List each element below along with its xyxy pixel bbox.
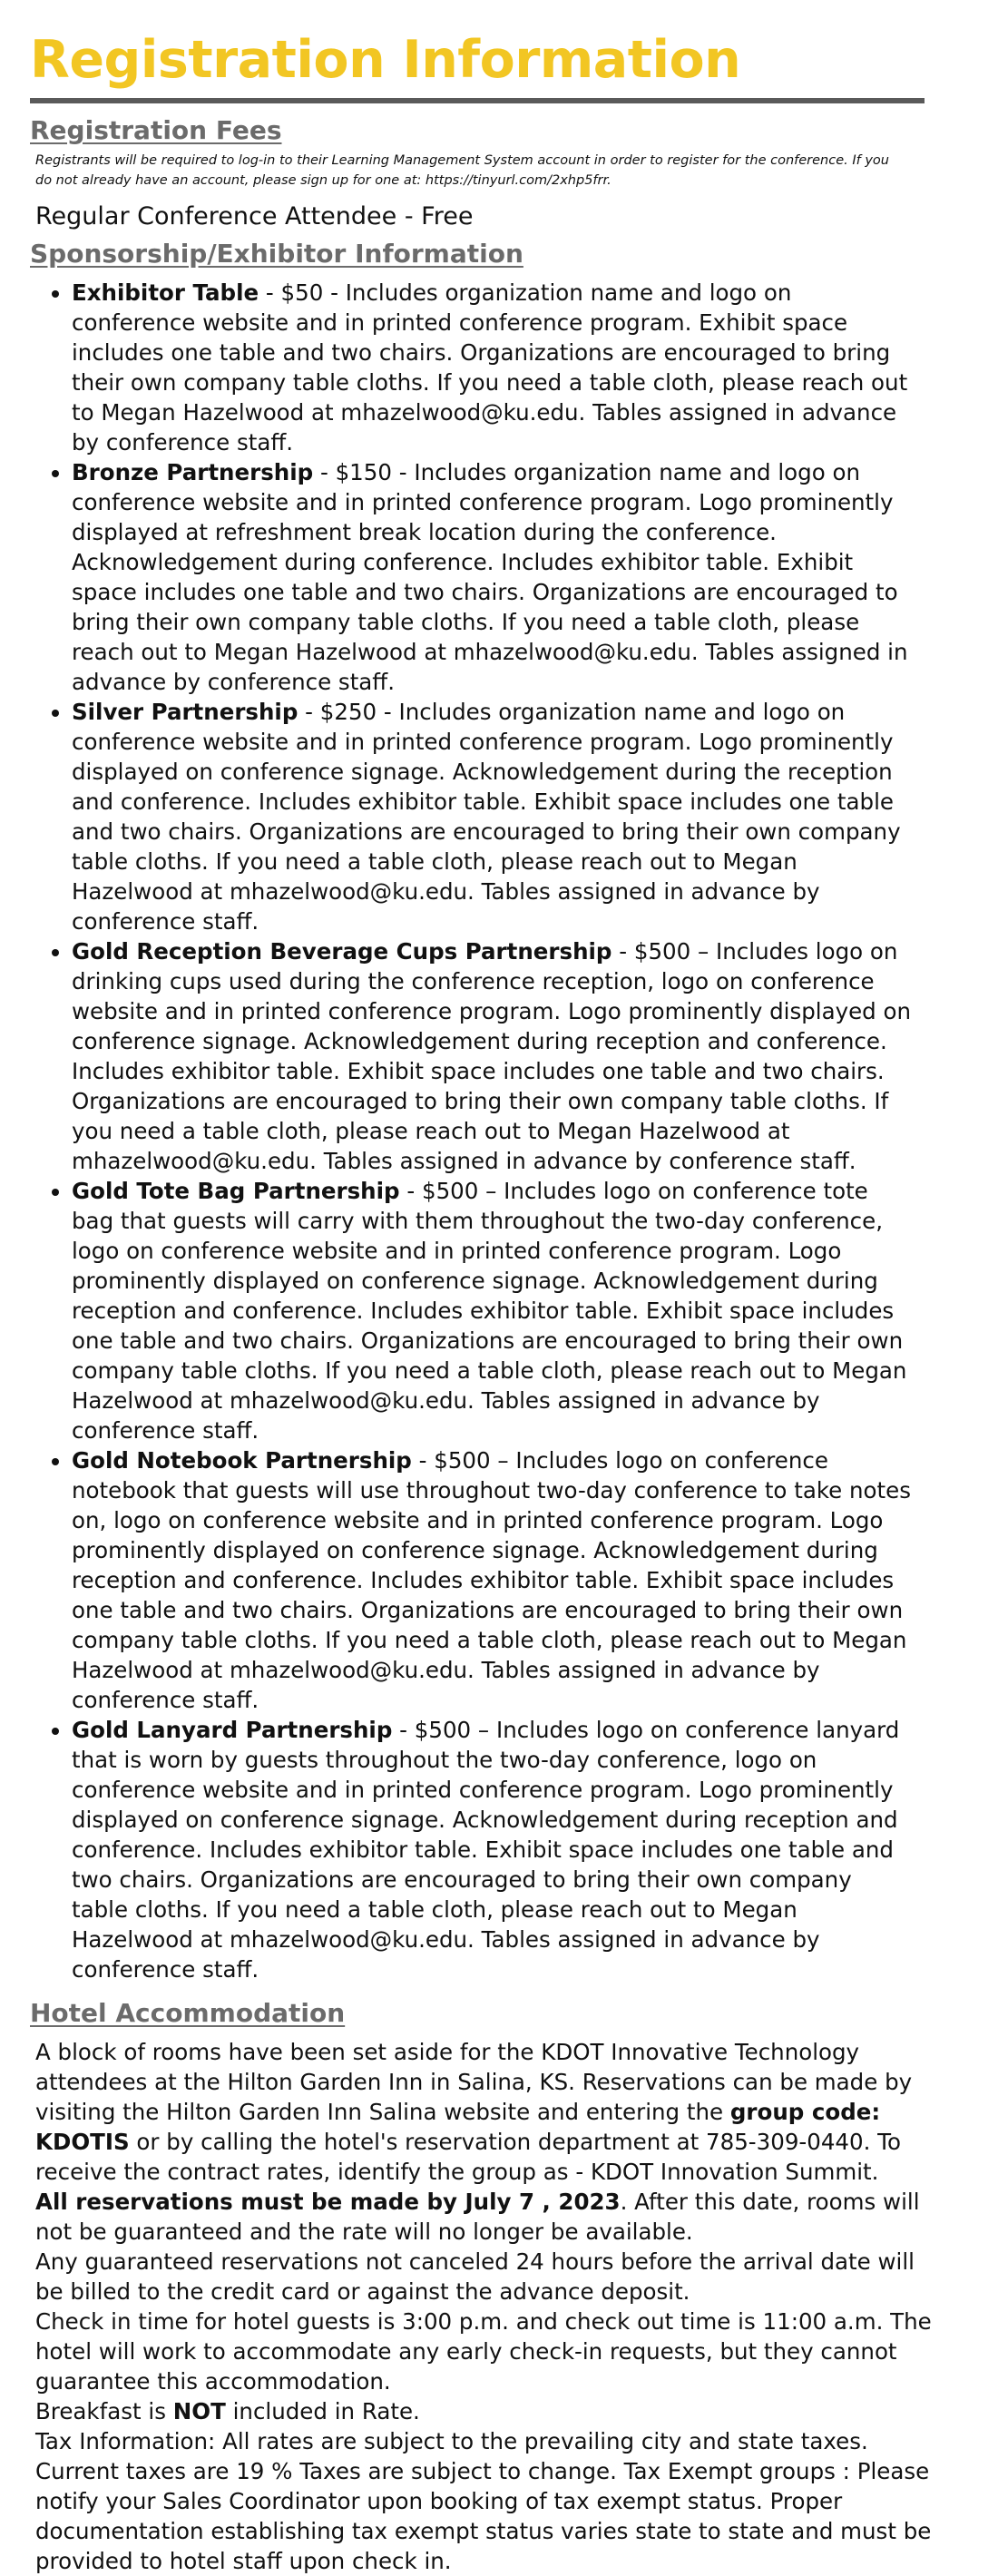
- tier-name: Gold Reception Beverage Cups Partnership: [72, 938, 612, 965]
- list-item: [72, 278, 915, 457]
- hotel-block-paragraph: [35, 2037, 934, 2187]
- tax-paragraph: Tax Information: All rates are subject to the prevailing city and state taxes. Current taxes are 19 % Taxes are subject to change. Tax Exempt groups : Please notify your Sales Coordinator upon booking of tax exempt status. Proper documentation establishing tax exempt status varies state to state and must be provided to hotel staff upon check in.: [35, 2428, 932, 2574]
- breakfast-text-rest: included in Rate.: [225, 2398, 420, 2424]
- tier-description: - $500 – Includes logo on drinking cups used during the conference reception, logo on conference website and in printed conference program. Logo prominently displayed on conference signage. Acknowledgement during reception and conference. Includes exhibitor table. Exhibit space includes one table and two chairs. Organizations are encouraged to bring their own company table cloths. If you need a table cloth, please reach out to Megan Hazelwood at mhazelwood@ku.edu. Tables assigned in advance by conference staff.: [72, 938, 912, 1174]
- group-code: group code: KDOTIS: [35, 2099, 881, 2155]
- hotel-block-text-rest: or by calling the hotel's reservation department at 785-309-0440. To receive the contract rates, identify the group as - KDOT Innovation Summit.: [35, 2129, 901, 2185]
- list-item: [72, 1445, 915, 1715]
- breakfast-paragraph: [35, 2396, 934, 2426]
- hotel-block-text: A block of rooms have been set aside for the KDOT Innovative Technology attendees at the Hilton Garden Inn in Salina, KS. Reservations can be made by visiting the Hilton Garden Inn Salina website and entering the: [35, 2039, 913, 2125]
- hotel-accommodation-heading: Hotel Accommodation: [30, 1998, 346, 2028]
- registration-note: Registrants will be required to log-in to their Learning Management System account in order to register for the conference. If you do not already have an account, please sign up for one at: https://tinyurl.com/2xhp5frr.: [35, 153, 889, 188]
- deadline-paragraph: [35, 2187, 934, 2247]
- tier-description: - $250 - Includes organization name and logo on conference website and in printed conference program. Logo prominently displayed on conference signage. Acknowledgement during the reception and conference. Includes exhibitor table. Exhibit space includes one table and two chairs. Organizations are encouraged to bring their own company table cloths. If you need a table cloth, please reach out to Megan Hazelwood at mhazelwood@ku.edu. Tables assigned in advance by conference staff.: [72, 699, 901, 935]
- sponsorship-heading: Sponsorship/Exhibitor Information: [30, 239, 523, 269]
- tier-description: - $50 - Includes organization name and logo on conference website and in printed conference program. Exhibit space includes one table and two chairs. Organizations are encouraged to bring their own company table cloths. If you need a table cloth, please reach out to Megan Hazelwood at mhazelwood@ku.edu. Tables assigned in advance by conference staff.: [72, 279, 908, 455]
- tier-description: - $500 – Includes logo on conference notebook that guests will use throughout two-day conference to take notes on, logo on conference website and in printed conference program. Logo prominently displayed on conference signage. Acknowledgement during reception and conference. Includes exhibitor table. Exhibit space includes one table and two chairs. Organizations are encouraged to bring their own company table cloths. If you need a table cloth, please reach out to Megan Hazelwood at mhazelwood@ku.edu. Tables assigned in advance by conference staff.: [72, 1447, 911, 1713]
- tier-name: Gold Lanyard Partnership: [72, 1717, 393, 1743]
- attendee-fee-line: Regular Conference Attendee - Free: [35, 202, 474, 230]
- tier-description: - $500 – Includes logo on conference lanyard that is worn by guests throughout the two-day conference, logo on conference website and in printed conference program. Logo prominently displayed on conference signage. Acknowledgement during reception and conference. Includes exhibitor table. Exhibit space includes one table and two chairs. Organizations are encouraged to bring their own company table cloths. If you need a table cloth, please reach out to Megan Hazelwood at mhazelwood@ku.edu. Tables assigned in advance by conference staff.: [72, 1717, 900, 1983]
- reservation-deadline: All reservations must be made by July 7 , 2023: [35, 2189, 621, 2215]
- list-item: [72, 457, 915, 697]
- registration-fees-heading: Registration Fees: [30, 115, 282, 145]
- tier-description: - $150 - Includes organization name and logo on conference website and in printed conference program. Logo prominently displayed at refreshment break location during the conference. Acknowledgement during conference. Includes exhibitor table. Exhibit space includes one table and two chairs. Organizations are encouraged to bring their own company table cloths. If you need a table cloth, please reach out to Megan Hazelwood at mhazelwood@ku.edu. Tables assigned in advance by conference staff.: [72, 459, 908, 695]
- tier-description: - $500 – Includes logo on conference tote bag that guests will carry with them throughout the two-day conference, logo on conference website and in printed conference program. Logo prominently displayed on conference signage. Acknowledgement during reception and conference. Includes exhibitor table. Exhibit space includes one table and two chairs. Organizations are encouraged to bring their own company table cloths. If you need a table cloth, please reach out to Megan Hazelwood at mhazelwood@ku.edu. Tables assigned in advance by conference staff.: [72, 1178, 907, 1444]
- list-item: [72, 936, 915, 1176]
- sponsorship-list: [30, 278, 915, 1984]
- tier-name: Bronze Partnership: [72, 459, 314, 485]
- page-title: Registration Information: [30, 30, 741, 90]
- tier-name: Gold Tote Bag Partnership: [72, 1178, 400, 1204]
- deadline-text: . After this date, rooms will not be guaranteed and the rate will no longer be available.: [35, 2189, 920, 2245]
- list-item: [72, 1176, 915, 1445]
- document-page: [30, 27, 937, 2576]
- breakfast-text: Breakfast is: [35, 2398, 173, 2424]
- tier-name: Exhibitor Table: [72, 279, 259, 306]
- cancellation-paragraph: Any guaranteed reservations not canceled 24 hours before the arrival date will be billed to the credit card or against the advance deposit.: [35, 2248, 915, 2305]
- tier-name: Gold Notebook Partnership: [72, 1447, 412, 1474]
- list-item: [72, 1715, 915, 1984]
- list-item: [72, 697, 915, 936]
- tier-name: Silver Partnership: [72, 699, 298, 725]
- title-divider: [30, 98, 925, 103]
- checkin-paragraph: Check in time for hotel guests is 3:00 p.m. and check out time is 11:00 a.m. The hotel will work to accommodate any early check-in requests, but they cannot guarantee this accommodation.: [35, 2308, 932, 2395]
- breakfast-not: NOT: [172, 2398, 226, 2424]
